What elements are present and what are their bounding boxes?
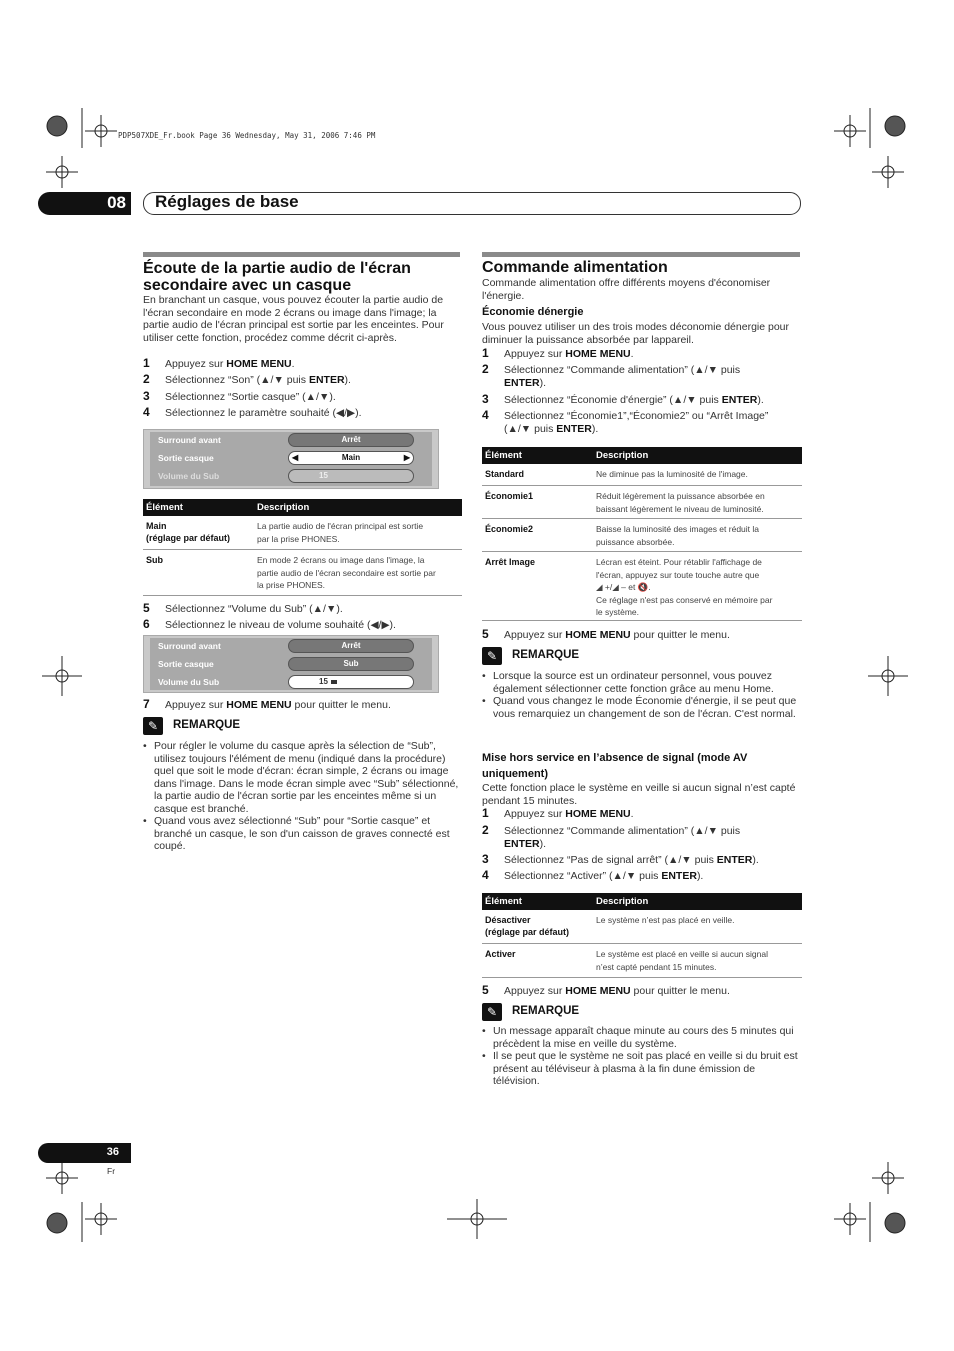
menu2-row-sortie: Sortie casque: [158, 659, 214, 669]
right-note-label-2: REMARQUE: [512, 1005, 580, 1017]
right-sub2-text: Cette fonction place le système en veille si aucun signal n’est capté pendant 15 minutes.: [482, 782, 796, 807]
right-sub1-text: Vous pouvez utiliser un des trois modes déconomie dénergie pour diminuer la puissance absorbée par lappareil.: [482, 321, 790, 346]
left-step-2: 2 Sélectionnez “Son” (▲/▼ puis ENTER).: [143, 372, 351, 386]
left-note-label: REMARQUE: [173, 719, 241, 731]
left-step-7: 7 Appuyez sur HOME MENU pour quitter le menu.: [143, 697, 391, 711]
right-step-b3: 3 Sélectionnez “Pas de signal arrêt” (▲/▼ puis ENTER).: [482, 852, 759, 866]
osd-menu-1: [143, 429, 439, 489]
menu2-row-surround: Surround avant: [158, 641, 221, 651]
table-row: Désactiver (réglage par défaut) Le système n’est pas placé en veille.: [482, 910, 802, 944]
right-step-4: 4 Sélectionnez “Économie1”,“Économie2” ou “Arrêt Image” (▲/▼ puis ENTER).: [482, 408, 769, 435]
table-row: Sub En mode 2 écrans ou image dans l'image, la partie audio de l'écran secondaire est sortie par la prise PHONES.: [143, 550, 462, 596]
right-sub2: Mise hors service en l’absence de signal (mode AV uniquement): [482, 752, 748, 780]
table-row: Activer Le système est placé en veille si aucun signal n’est capté pendant 15 minutes.: [482, 944, 802, 978]
language-code: Fr: [107, 1166, 116, 1176]
right-sub1: Économie dénergie: [482, 306, 584, 318]
list-item: • Il se peut que le système ne soit pas placé en veille si du bruit est présent au téléviseur à plasma à la fin dune émission de télévision.: [482, 1050, 802, 1088]
chapter-number-tab: [38, 192, 131, 215]
table-row: Économie2 Baisse la luminosité des images et réduit la puissance absorbée.: [482, 519, 802, 552]
left-title-line2: secondaire avec un casque: [143, 277, 352, 294]
right-step-b1: 1 Appuyez sur HOME MENU.: [482, 806, 634, 820]
note-pencil-icon: ✎: [482, 647, 502, 665]
osd-menu-2: [143, 635, 439, 693]
chapter-title: Réglages de base: [155, 192, 299, 211]
page-number: 36: [106, 1146, 119, 1158]
menu1-row-volume: Volume du Sub: [158, 471, 220, 481]
book-info-line: PDP507XDE_Fr.book Page 36 Wednesday, May 31, 2006 7:46 PM: [118, 131, 376, 140]
note-pencil-icon: ✎: [143, 717, 163, 735]
right-table1-header: Élément Description: [482, 447, 802, 464]
left-step-6: 6 Sélectionnez le niveau de volume souhaité (◀/▶).: [143, 617, 396, 631]
right-step-5b: 5 Appuyez sur HOME MENU pour quitter le menu.: [482, 983, 730, 997]
left-intro: En branchant un casque, vous pouvez écouter la partie audio de l'écran secondaire en mode 2 écrans ou image dans l'image; la partie audio de l'écran principal est sortie par les enceintes. Pour utiliser cette fonction, procédez comme décrit ci-après.: [143, 294, 444, 344]
left-table-header: Élément Description: [143, 499, 462, 516]
right-step-1: 1 Appuyez sur HOME MENU.: [482, 346, 634, 360]
left-step-3: 3 Sélectionnez “Sortie casque” (▲/▼).: [143, 389, 336, 403]
menu1-row-surround: Surround avant: [158, 435, 221, 445]
left-section-title: [143, 260, 463, 294]
right-section-title: Commande alimentation: [482, 259, 668, 276]
right-step-2: 2 Sélectionnez “Commande alimentation” (▲/▼ puis ENTER).: [482, 362, 741, 389]
left-table: [143, 499, 462, 596]
menu1-val-sortie[interactable]: ◀ Main ▶: [288, 451, 414, 465]
left-step-1: 1 Appuyez sur HOME MENU.: [143, 356, 295, 370]
volume-level-bar: [331, 680, 337, 684]
right-step-3: 3 Sélectionnez “Économie d'énergie” (▲/▼ puis ENTER).: [482, 392, 764, 406]
arrow-left-icon: ◀: [292, 453, 299, 462]
left-notes-list: [143, 740, 461, 853]
right-step-5a: 5 Appuyez sur HOME MENU pour quitter le menu.: [482, 627, 730, 641]
right-table-2: [482, 893, 802, 978]
menu2-row-volume: Volume du Sub: [158, 677, 220, 687]
right-section-bar: [482, 252, 800, 257]
menu2-val-surround[interactable]: Arrêt: [288, 639, 414, 653]
menu1-val-surround[interactable]: Arrêt: [288, 433, 414, 447]
menu1-val-volume[interactable]: 15: [288, 469, 414, 483]
menu2-val-sortie[interactable]: Sub: [288, 657, 414, 671]
table-row: Standard Ne diminue pas la luminosité de l'image.: [482, 464, 802, 486]
note-pencil-icon: ✎: [482, 1003, 502, 1021]
table-row: Arrêt Image Lécran est éteint. Pour rétablir l'affichage de l'écran, appuyez sur toute touche autre que ◢ +/◢ – et 🔇. Ce réglage n'est pas conservé en mémoire par le système.: [482, 552, 802, 621]
right-notes-list-1: [482, 670, 802, 720]
list-item: • Lorsque la source est un ordinateur personnel, vous pouvez également sélectionner cette fonction grâce au menu Home.: [482, 670, 802, 695]
arrow-right-icon: ▶: [403, 453, 410, 462]
right-note-label-1: REMARQUE: [512, 649, 580, 661]
list-item: • Quand vous changez le mode Économie d'énergie, il se peut que vous remarquiez un changement de son de l'écran. C'est normal.: [482, 695, 802, 720]
right-step-b4: 4 Sélectionnez “Activer” (▲/▼ puis ENTER).: [482, 868, 704, 882]
table-row: Économie1 Réduit légèrement la puissance absorbée en baissant légèrement le niveau de luminosité.: [482, 486, 802, 519]
right-step-b2: 2 Sélectionnez “Commande alimentation” (▲/▼ puis ENTER).: [482, 823, 741, 850]
list-item: • Quand vous avez sélectionné “Sub” pour “Sortie casque” et branché un casque, le son d'un caisson de graves connecté est coupé.: [143, 815, 461, 853]
menu2-val-volume[interactable]: 15: [288, 675, 414, 689]
right-intro: Commande alimentation offre différents moyens d'économiser l'énergie.: [482, 277, 771, 302]
chapter-number: 08: [107, 193, 126, 212]
right-notes-list-2: [482, 1025, 802, 1088]
list-item: • Pour régler le volume du casque après la sélection de “Sub”, utilisez toujours l'élément de menu (indiqué dans la procédure) quel que soit le mode d'écran: écran simple, 2 écrans ou image dans l'image. Dans le mode écran simple avec “Sub” sélectionné, la partie audio de l'écran sortie par les enceintes même si un casque est branché.: [143, 740, 461, 815]
list-item: • Un message apparaît chaque minute au cours des 5 minutes qui précèdent la mise en veille du système.: [482, 1025, 802, 1050]
table-row: Main (réglage par défaut) La partie audio de l'écran principal est sortie par la prise PHONES.: [143, 516, 462, 550]
left-section-bar: [143, 252, 460, 257]
right-table2-header: Élément Description: [482, 893, 802, 910]
left-step-4: 4 Sélectionnez le paramètre souhaité (◀/▶).: [143, 405, 362, 419]
left-title-line1: Écoute de la partie audio de l'écran: [143, 260, 411, 277]
page-number-tab: [38, 1143, 131, 1163]
right-table-1: [482, 447, 802, 622]
left-step-5: 5 Sélectionnez “Volume du Sub” (▲/▼).: [143, 601, 343, 615]
menu1-row-sortie: Sortie casque: [158, 453, 214, 463]
